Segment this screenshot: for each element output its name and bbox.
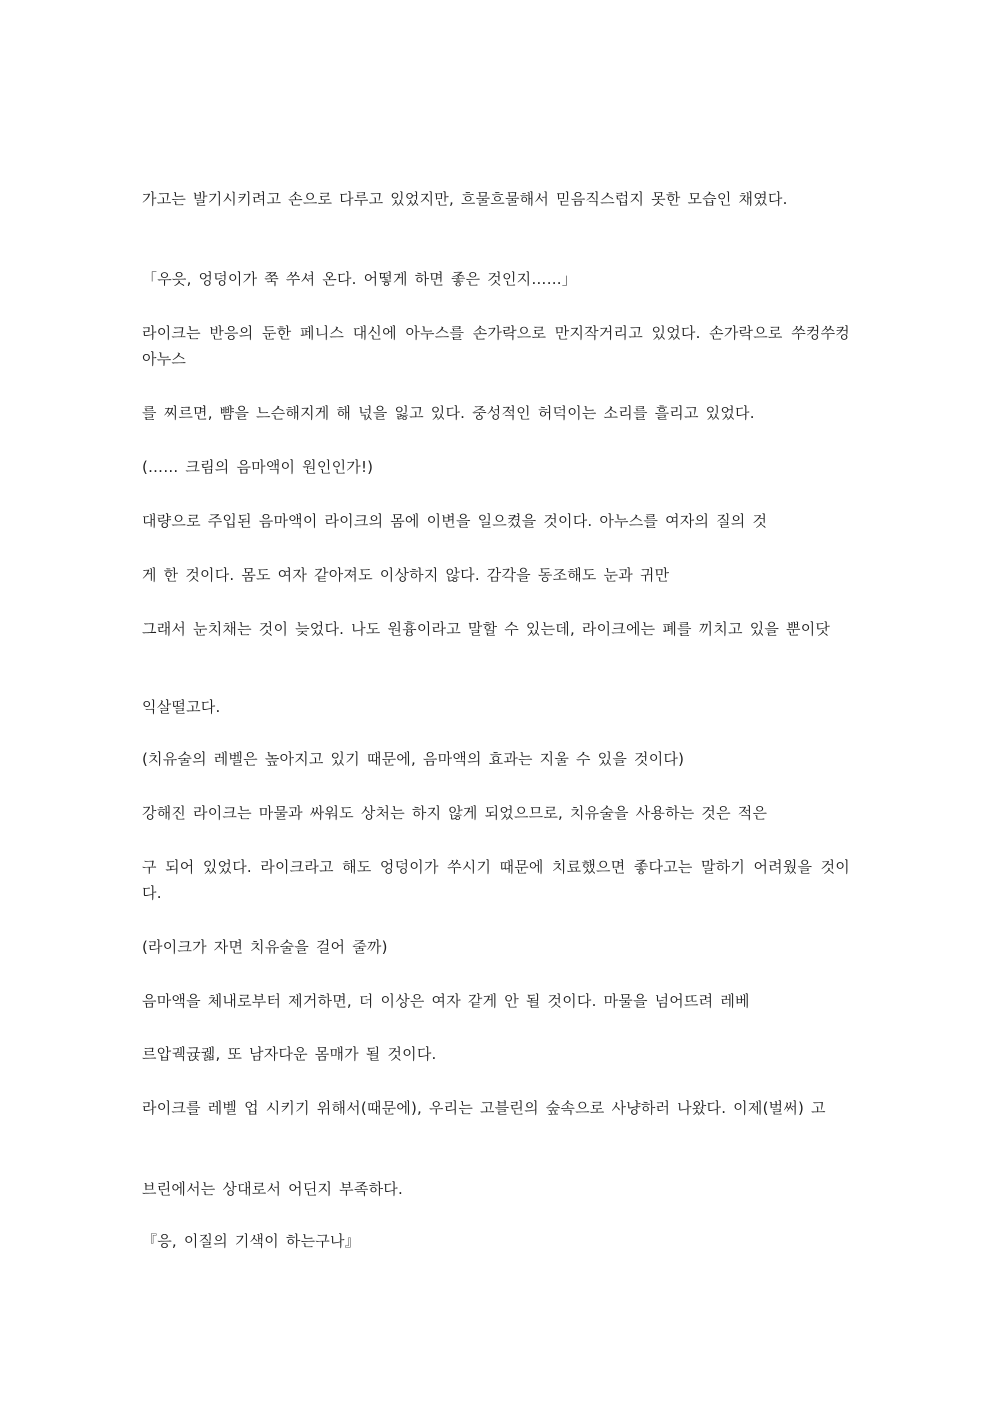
paragraph-15: 르압궥귡궯, 또 남자다운 몸매가 될 것이다. (142, 1045, 437, 1063)
paragraph-3: 라이크는 반응의 둔한 페니스 대신에 아누스를 손가락으로 만지작거리고 있었다. 손가락으로 쑤컹쑤컹 아누스 (142, 324, 850, 368)
paragraph-5: (…… 크림의 음마액이 원인인가!) (142, 458, 374, 476)
paragraph-1: 가고는 발기시키려고 손으로 다루고 있었지만, 흐물흐물해서 믿음직스럽지 못한 모습인 채였다. (142, 190, 788, 208)
paragraph-9: 익살떨고다. (142, 698, 221, 716)
paragraph-2: 「우읏, 엉덩이가 쭉 쑤셔 온다. 어떻게 하면 좋은 것인지……」 (142, 270, 577, 288)
paragraph-10: (치유술의 레벨은 높아지고 있기 때문에, 음마액의 효과는 지울 수 있을 것이다) (142, 750, 685, 768)
paragraph-13: (라이크가 자면 치유술을 걸어 줄까) (142, 938, 388, 956)
paragraph-6: 대량으로 주입된 음마액이 라이크의 몸에 이변을 일으켰을 것이다. 아누스를 여자의 질의 것 (142, 512, 768, 530)
paragraph-8: 그래서 눈치채는 것이 늦었다. 나도 원흉이라고 말할 수 있는데, 라이크에는 폐를 끼치고 있을 뿐이닷 (142, 620, 831, 638)
paragraph-4: 를 찌르면, 뺨을 느슨해지게 해 넋을 잃고 있다. 중성적인 허덕이는 소리를 흘리고 있었다. (142, 404, 755, 422)
paragraph-17: 브린에서는 상대로서 어딘지 부족하다. (142, 1180, 403, 1198)
paragraph-11: 강해진 라이크는 마물과 싸워도 상처는 하지 않게 되었으므로, 치유술을 사용하는 것은 적은 (142, 804, 768, 822)
paragraph-7: 게 한 것이다. 몸도 여자 같아져도 이상하지 않다. 감각을 동조해도 눈과 귀만 (142, 566, 670, 584)
paragraph-14: 음마액을 체내로부터 제거하면, 더 이상은 여자 같게 안 될 것이다. 마물을 넘어뜨려 레베 (142, 992, 750, 1010)
paragraph-18: 『응, 이질의 기색이 하는구나』 (142, 1232, 360, 1250)
paragraph-12: 구 되어 있었다. 라이크라고 해도 엉덩이가 쑤시기 때문에 치료했으면 좋다고는 말하기 어려웠을 것이다. (142, 858, 850, 902)
paragraph-16: 라이크를 레벨 업 시키기 위해서(때문에), 우리는 고블린의 숲속으로 사냥하러 나왔다. 이제(벌써) 고 (142, 1099, 826, 1117)
